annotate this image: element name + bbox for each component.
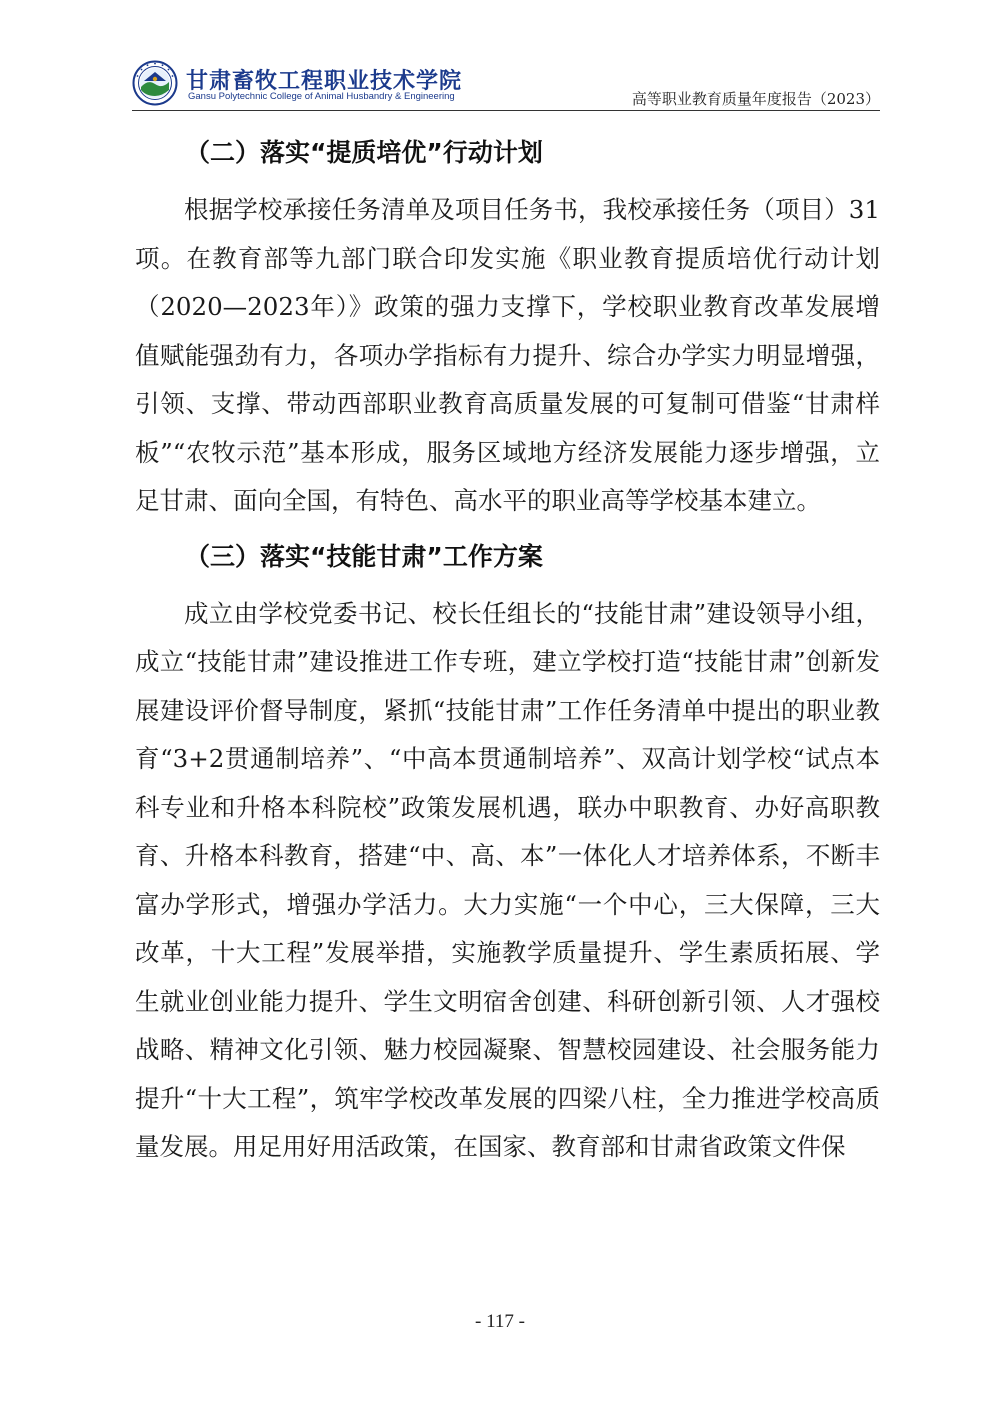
document-body bbox=[135, 128, 880, 1178]
section-2-paragraph: 根据学校承接任务清单及项目任务书，我校承接任务（项目）31项。在教育部等九部门联合印发实施《职业教育提质培优行动计划（2020—2023年）》政策的强力支撑下，学校职业教育改革发展增值赋能强劲有力，各项办学指标有力提升、综合办学实力明显增强，引领、支撑、带动西部职业教育高质量发展的可复制可借鉴“甘肃样板”“农牧示范”基本形成，服务区域地方经济发展能力逐步增强，立足甘肃、面向全国，有特色、高水平的职业高等学校基本建立。 bbox=[135, 195, 880, 515]
section-heading-3: （三）落实“技能甘肃”工作方案 bbox=[185, 541, 543, 571]
page-header bbox=[132, 58, 880, 110]
report-title: 高等职业教育质量年度报告（2023） bbox=[631, 90, 880, 108]
school-name-en: Gansu Polytechnic College of Animal Husbandry & Engineering bbox=[188, 91, 455, 102]
school-name-cn: 甘肃畜牧工程职业技术学院 bbox=[186, 68, 463, 94]
school-emblem-icon bbox=[132, 60, 178, 106]
section-3-paragraph: 成立由学校党委书记、校长任组长的“技能甘肃”建设领导小组，成立“技能甘肃”建设推进工作专班，建立学校打造“技能甘肃”创新发展建设评价督导制度，紧抓“技能甘肃”工作任务清单中提出的职业教育“3+2贯通制培养”、“中高本贯通制培养”、双高计划学校“试点本科专业和升格本科院校”政策发展机遇，联办中职教育、办好高职教育、升格本科教育，搭建“中、高、本”一体化人才培养体系，不断丰富办学形式，增强办学活力。大力实施“一个中心，三大保障，三大改革，十大工程”发展举措，实施教学质量提升、学生素质拓展、学生就业创业能力提升、学生文明宿舍创建、科研创新引领、人才强校战略、精神文化引领、魅力校园凝聚、智慧校园建设、社会服务能力提升“十大工程”，筑牢学校改革发展的四梁八柱，全力推进学校高质量发展。用足用好用活政策，在国家、教育部和甘肃省政策文件保 bbox=[135, 598, 880, 1161]
header-divider bbox=[132, 110, 880, 111]
section-heading-2: （二）落实“提质培优”行动计划 bbox=[185, 138, 543, 167]
page-number: - 117 - bbox=[475, 1311, 525, 1332]
